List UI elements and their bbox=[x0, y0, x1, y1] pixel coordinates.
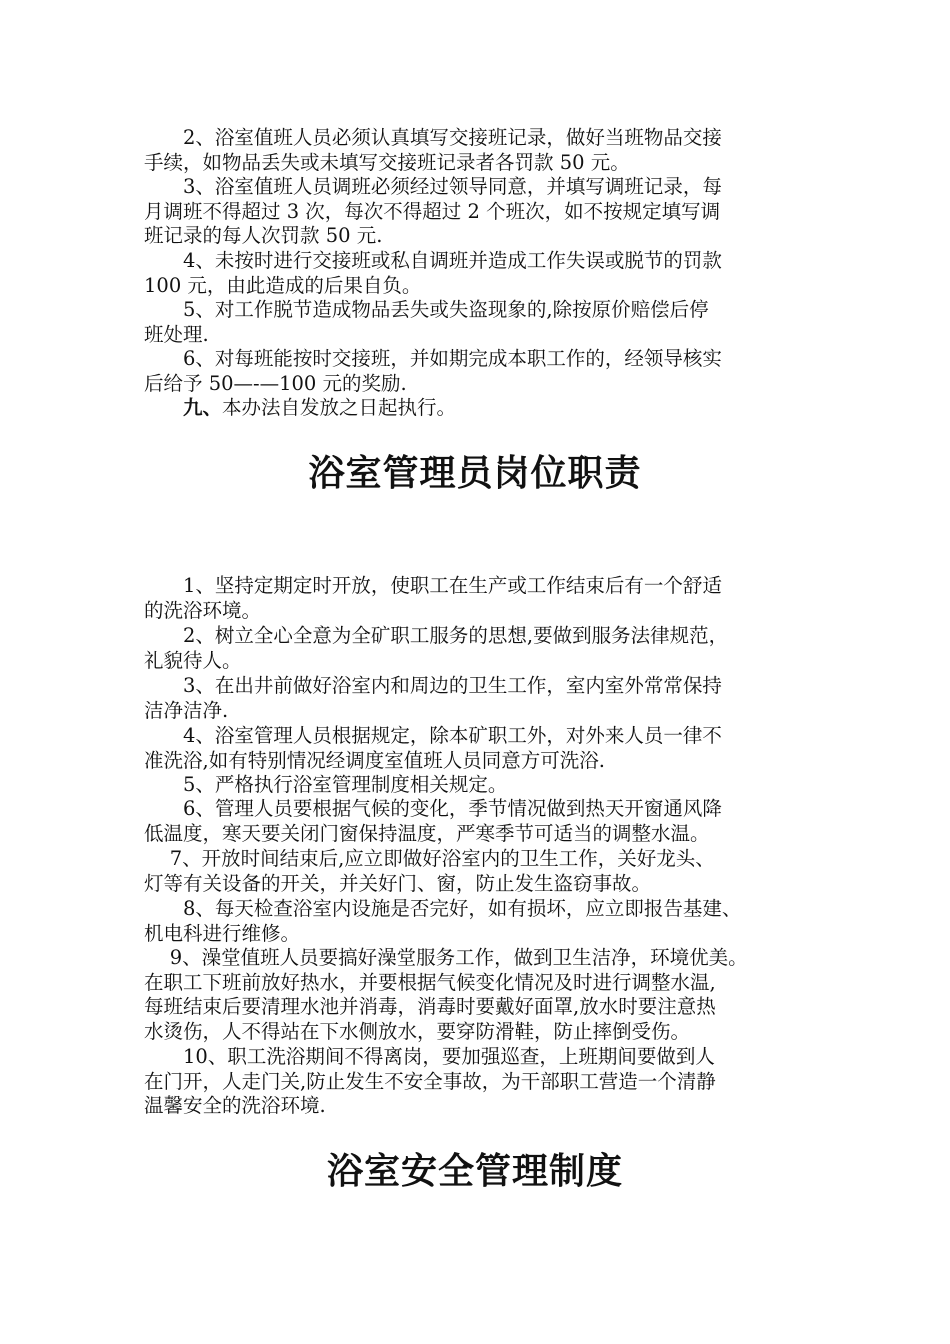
text-line: 温馨安全的洗浴环境. bbox=[144, 1094, 326, 1117]
text-line: 7、开放时间结束后,应立即做好浴室内的卫生工作，关好龙头、 bbox=[144, 847, 715, 870]
text-line: 2、树立全心全意为全矿职工服务的思想,要做到服务法律规范， bbox=[144, 624, 729, 647]
text-line: 每班结束后要清理水池并消毒，消毒时要戴好面罩,放水时要注意热 bbox=[144, 995, 716, 1018]
text-line: 6、管理人员要根据气候的变化，季节情况做到热天开窗通风降 bbox=[144, 797, 722, 820]
duty-item-7 bbox=[144, 847, 834, 896]
text-line bbox=[144, 396, 834, 421]
paragraph-item-6 bbox=[144, 347, 834, 396]
text-line: 3、浴室值班人员调班必须经过领导同意，并填写调班记录，每 bbox=[144, 175, 722, 198]
duty-item-4 bbox=[144, 724, 834, 773]
text-line: 班处理. bbox=[144, 322, 209, 346]
paragraph-item-2 bbox=[144, 126, 834, 175]
text-line: 1、坚持定期定时开放，使职工在生产或工作结束后有一个舒适 bbox=[144, 574, 722, 597]
duty-item-3 bbox=[144, 674, 834, 723]
text-line: 班记录的每人次罚款 50 元. bbox=[144, 224, 383, 247]
text-line: 2、浴室值班人员必须认真填写交接班记录，做好当班物品交接 bbox=[144, 126, 722, 149]
text-line: 8、每天检查浴室内设施是否完好，如有损坏，应立即报告基建、 bbox=[144, 897, 742, 920]
text-line: 低温度，寒天要关闭门窗保持温度，严寒季节可适当的调整水温。 bbox=[144, 821, 710, 845]
duty-item-2 bbox=[144, 624, 834, 673]
text-line: 4、未按时进行交接班或私自调班并造成工作失误或脱节的罚款 bbox=[144, 249, 722, 272]
duty-item-5 bbox=[144, 773, 834, 798]
text-line: 准洗浴,如有特别情况经调度室值班人员同意方可洗浴. bbox=[144, 748, 605, 772]
text-line: 月调班不得超过 3 次，每次不得超过 2 个班次，如不按规定填写调 bbox=[144, 199, 721, 223]
clause-text: 本办法自发放之日起执行。 bbox=[222, 396, 457, 419]
section-heading-safety: 浴室安全管理制度 bbox=[326, 1151, 623, 1192]
text-line: 机电科进行维修。 bbox=[144, 921, 301, 945]
paragraph-item-4 bbox=[144, 249, 834, 298]
section-heading-duties: 浴室管理员岗位职责 bbox=[308, 453, 642, 494]
paragraph-item-nine bbox=[144, 396, 834, 421]
duty-item-8 bbox=[144, 897, 834, 946]
text-line: 100 元，由此造成的后果自负。 bbox=[144, 273, 422, 297]
text-line: 洁净洁净. bbox=[144, 698, 229, 722]
text-line: 9、澡堂值班人员要搞好澡堂服务工作，做到卫生洁净，环境优美。 bbox=[144, 946, 748, 969]
text-line: 5、严格执行浴室管理制度相关规定。 bbox=[144, 773, 508, 796]
duty-item-10 bbox=[144, 1045, 834, 1119]
text-line: 在职工下班前放好热水，并要根据气候变化情况及时进行调整水温, bbox=[144, 970, 716, 994]
text-line: 在门开，人走门关,防止发生不安全事故，为干部职工营造一个清静 bbox=[144, 1069, 716, 1093]
text-line: 10、职工洗浴期间不得离岗，要加强巡查，上班期间要做到人 bbox=[144, 1045, 715, 1068]
paragraph-item-5 bbox=[144, 298, 834, 347]
text-line: 5、对工作脱节造成物品丢失或失盗现象的,除按原价赔偿后停 bbox=[144, 298, 709, 321]
text-line: 3、在出井前做好浴室内和周边的卫生工作，室内室外常常保持 bbox=[144, 674, 722, 697]
paragraph-item-3 bbox=[144, 175, 834, 249]
duty-item-1 bbox=[144, 574, 834, 623]
clause-number: 九、 bbox=[144, 396, 223, 419]
text-line: 水烫伤，人不得站在下水侧放水，要穿防滑鞋，防止摔倒受伤。 bbox=[144, 1019, 691, 1043]
text-line: 4、浴室管理人员根据规定，除本矿职工外，对外来人员一律不 bbox=[144, 724, 722, 747]
duty-item-6 bbox=[144, 797, 834, 846]
text-line: 的洗浴环境。 bbox=[144, 598, 262, 622]
text-line: 后给予 50—-—100 元的奖励. bbox=[144, 371, 407, 395]
text-line: 礼貌待人。 bbox=[144, 648, 242, 672]
text-line: 灯等有关设备的开关，并关好门、窗，防止发生盗窃事故。 bbox=[144, 871, 652, 895]
text-line: 6、对每班能按时交接班，并如期完成本职工作的，经领导核实 bbox=[144, 347, 722, 370]
text-line: 手续，如物品丢失或未填写交接班记录者各罚款 50 元。 bbox=[144, 150, 630, 174]
duty-item-9 bbox=[144, 946, 834, 1044]
